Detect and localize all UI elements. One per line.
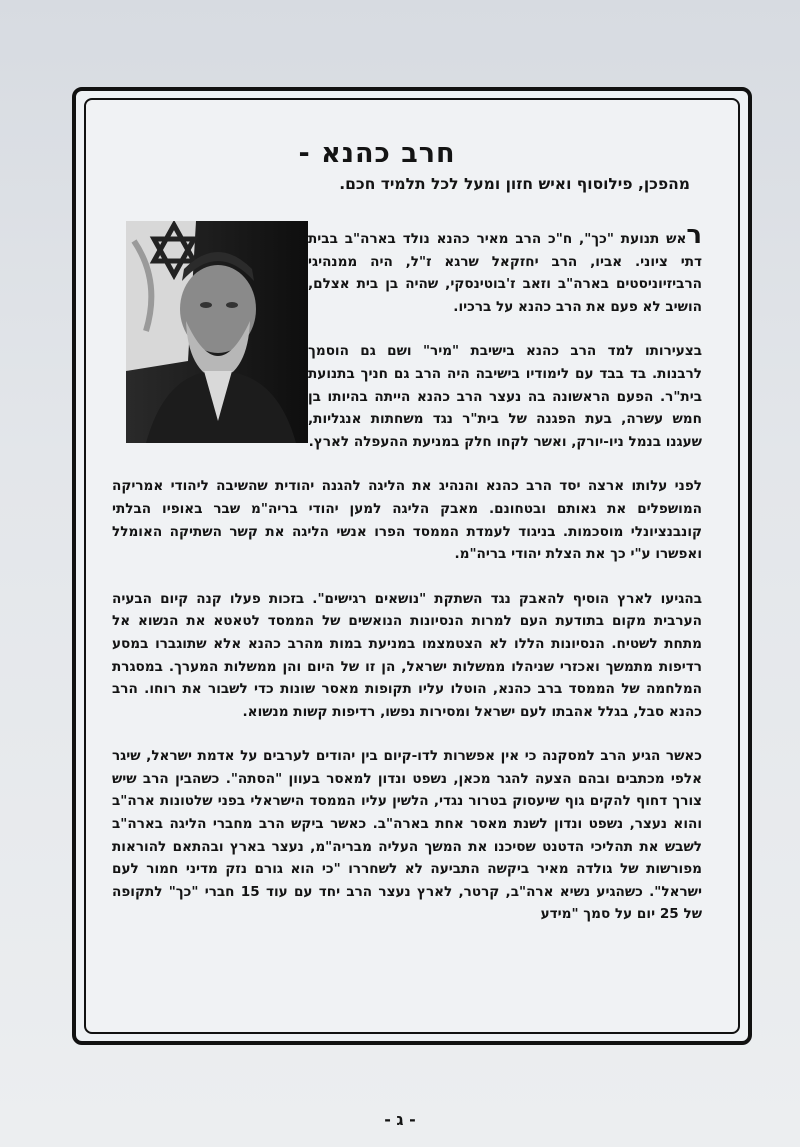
article-paragraph: בצעירותו למד הרב כהנא בישיבת "מיר" ושם גם הוסמך לרבנות. בד בבד עם לימודיו בישיבה היה הרב גם חניך בתנועת בית"ר. הפעם הראשונה בה נעצר הרב כהנא הייתה בהיותו בן חמש עשרה, בעת הפגנה של בית"ר נגד משחתות אנגליות, שעגנו בנמל ניו-יורק, ואשר לקחו חלק במניעת ההעפלה לארץ. xyxy=(308,343,702,450)
dropcap-letter: ר xyxy=(686,220,702,250)
portrait-image xyxy=(126,221,308,443)
portrait-photo xyxy=(126,221,308,443)
article-paragraph: כאשר הגיע הרב למסקנה כי אין אפשרות לדו-קיום בין יהודים לערבים על אדמת ישראל, שיגר אלפי מכתבים ובהם הצעה להגר מכאן, נשפט ונדון למאסר בעוון "הסתה". כשהבין הרב שיש צורך דחוף להקים גוף שיעסוק בטרור נגדי, הלשין עליו הממסד הישראלי בפני שלטונות ארה"ב והוא נעצר, נשפט ונדון לשנת מאסר אחת בארה"ב. כאשר ביקש הרב מחברי הליגה בארה"ב לשבש את תהליכי הדטנט שסיכנו את המשך העליה מבריה"מ, נעצר בארץ ובהתאם להוראות מפורשות של גולדה מאיר ביקשה התביעה לא לשחררו "כי הוא גורם נזק מדיני חמור לעם ישראל". כשהגיע נשיא ארה"ב, קרטר, לארץ נעצר הרב יחד עם עוד 15 חברי "כך" לתקופה של 25 יום על סמך "מידע xyxy=(112,748,702,923)
article-paragraph: בהגיעו לארץ הוסיף להאבק נגד השתקת "נושאים רגישים". בזכות פעלו קנה קיום הבעיה הערבית מקום בתודעת העם למרות הנסיונות הנואשים של הממסד לטאטא את הנשוא אל מתחת לשטיח. הנסיונות הללו לא הצטמצמו במניעת במות מהרב כהנא אלא שתוגברו במסע רדיפות מתמשך ואכזרי שניהלו ממשלות ישראל, הן זו של היום והן ממשלות המערך. במסגרת המלחמה של הממסד ברב כהנא, הוטלו עליו תקופות מאסר שונות כדי לשבור את רוחו. הרב כהנא סבל, בגלל אהבתו לעם ישראל ומסירות נפשו, רדיפות קשות מנשוא. xyxy=(112,590,702,720)
paragraph-text: אש תנועת "כך", ח"כ הרב מאיר כהנא נולד בארה"ב בבית דתי ציוני. אביו, הרב יחזקאל שרגא ז"ל, היה ממנהיגי הרביזיוניסטים בארה"ב וזאב ז'בוטינסקי, שהיה בן בית אצלם, הושיב לא פעם את הרב כהנא על ברכיו. xyxy=(308,231,702,315)
article-content xyxy=(112,138,702,948)
article-paragraph: לפני עלותו ארצה יסד הרב כהנא והנהיג את הליגה להגנה יהודית שהשיבה ליהודי אמריקה המושפלים את גאותם ובטחונם. מאבק הליגה למען יהודי בריה"מ שבר באופיו הבלתי קונבנציונלי מוסכמות. בניגוד לעמדת הממסד הפרו אנשי הליגה את קשר השתיקה האומלל ואפשרו ע"י כך את הצלת יהודי בריה"מ. xyxy=(112,478,702,563)
article-title: חרב כהנא - xyxy=(298,138,456,169)
page-number: - ג - xyxy=(384,1110,416,1129)
article-subtitle: מהפכן, פילוסוף ואיש חזון ומעל לכל תלמיד חכם. xyxy=(339,175,690,193)
